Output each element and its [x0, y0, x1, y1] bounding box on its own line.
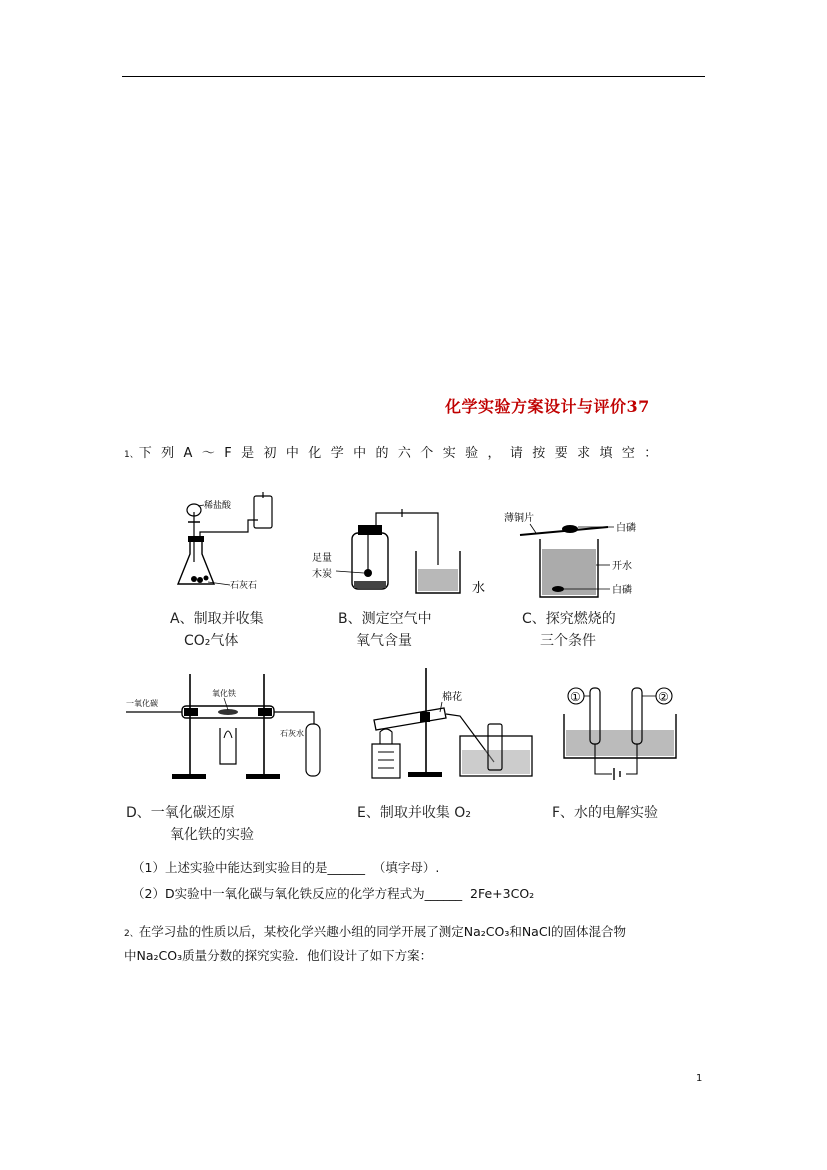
label-dilute-hcl: 稀盐酸 — [204, 501, 232, 511]
question-2-continued — [124, 946, 432, 964]
figure-c-caption — [522, 608, 616, 652]
label-copper-sheet: 薄铜片 — [504, 513, 534, 524]
question-1-text: 下列A～F是初中化学中的六个实验，请按要求填空： — [138, 446, 667, 461]
label-charcoal: 木炭 — [312, 569, 332, 580]
figure-e-caption — [357, 802, 471, 824]
figure-a-caption — [170, 608, 264, 652]
figure-f-apparatus — [556, 682, 686, 787]
figure-d-caption — [126, 802, 254, 846]
figure-b-caption-line2: 氧气含量 — [356, 633, 412, 649]
figure-b-caption — [338, 608, 432, 652]
label-carbon-monoxide: 一氧化碳 — [126, 699, 158, 708]
question-1-part-1: （1）上述实验中能达到实验目的是______ （填字母）. — [132, 860, 440, 875]
label-sufficient: 足量 — [312, 553, 332, 564]
label-iron-oxide: 氧化铁 — [212, 689, 236, 698]
figure-b-caption-line1: B、测定空气中 — [338, 611, 432, 627]
label-boiling-water: 开水 — [612, 561, 632, 572]
question-2 — [124, 922, 626, 940]
label-white-phosphorus-bottom: 白磷 — [612, 585, 632, 596]
label-cotton: 棉花 — [442, 692, 462, 703]
label-electrode-2: ② — [658, 690, 669, 704]
label-electrode-1: ① — [570, 690, 581, 704]
figure-d-caption-line2: 氧化铁的实验 — [170, 827, 254, 843]
figure-f-caption — [552, 802, 658, 824]
question-1-number: 1、 — [124, 450, 139, 460]
figure-c-caption-line2: 三个条件 — [540, 633, 596, 649]
figure-d-caption-line1: D、一氧化碳还原 — [126, 805, 235, 821]
figure-a-caption-line2: CO₂气体 — [184, 633, 239, 649]
question-1-part-2: （2）D实验中一氧化碳与氧化铁反应的化学方程式为______ 2Fe+3CO₂ — [132, 886, 535, 901]
document-title: 化学实验方案设计与评价37 — [445, 397, 650, 416]
label-limewater: 石灰水 — [280, 729, 304, 738]
page-number: 1 — [696, 1073, 703, 1084]
question-2-line2: 中Na₂CO₃质量分数的探究实验．他们设计了如下方案： — [124, 948, 433, 963]
question-2-number: 2、 — [124, 929, 139, 939]
figure-c-apparatus — [500, 505, 650, 605]
figure-f-caption-line1: F、水的电解实验 — [552, 805, 659, 821]
figure-a-apparatus — [160, 492, 300, 604]
question-1 — [124, 442, 667, 461]
question-2-line1: 在学习盐的性质以后，某校化学兴趣小组的同学开展了测定Na₂CO₃和NaCl的固体混合物 — [138, 924, 627, 939]
label-water: 水 — [472, 581, 486, 596]
figure-d-apparatus — [126, 668, 331, 788]
figure-b-apparatus — [310, 505, 490, 605]
figure-e-caption-line1: E、制取并收集 O₂ — [357, 805, 471, 821]
figure-a-caption-line1: A、制取并收集 — [170, 611, 264, 627]
label-white-phosphorus-top: 白磷 — [616, 523, 636, 534]
label-limestone: 石灰石 — [230, 581, 258, 591]
header-rule — [122, 76, 705, 77]
figure-e-apparatus — [360, 668, 540, 784]
figure-c-caption-line1: C、探究燃烧的 — [522, 611, 616, 627]
